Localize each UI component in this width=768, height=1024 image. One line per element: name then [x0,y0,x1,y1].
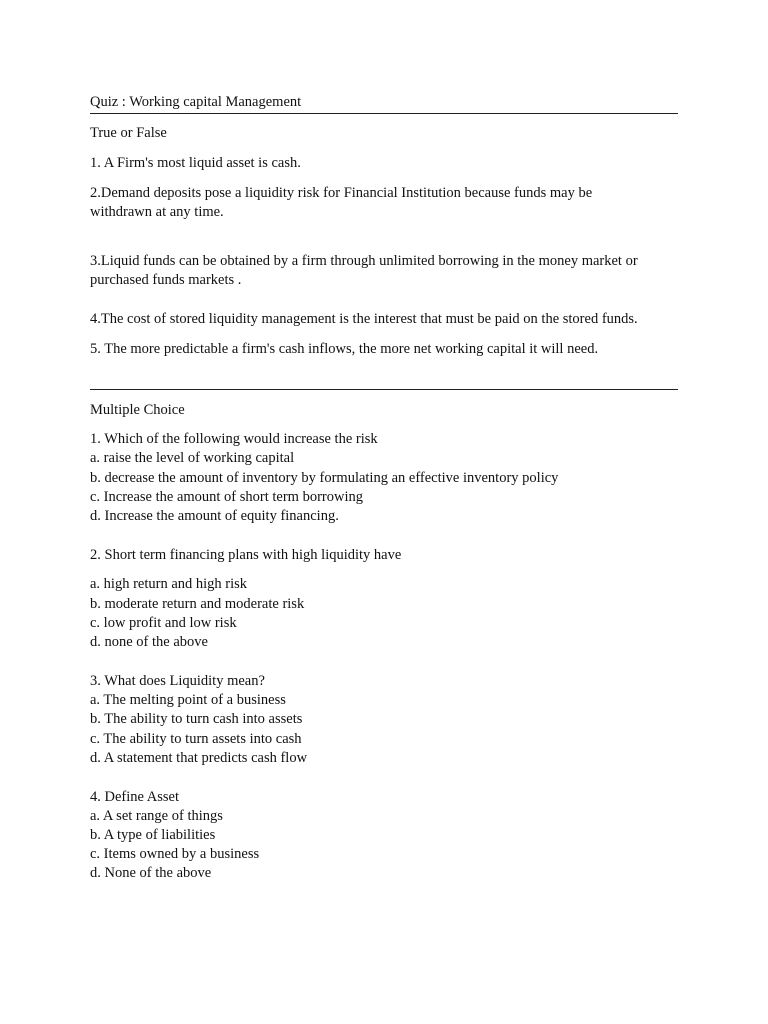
multiple-choice-heading: Multiple Choice [90,402,185,418]
mc-q2-option-a: a. high return and high risk [90,576,248,592]
mc-q4-option-a: a. A set range of things [90,808,223,824]
mc-q3-option-d: d. A statement that predicts cash flow [90,750,308,766]
mc-q4-option-c: c. Items owned by a business [90,846,260,862]
mc-q1-option-c: c. Increase the amount of short term borrowing [90,489,363,505]
mc-q4-option-d: d. None of the above [90,865,212,881]
mc-q1-option-d: d. Increase the amount of equity financing. [90,508,339,524]
mc-q4-option-b: b. A type of liabilities [90,827,216,843]
mc-q3-option-a: a. The melting point of a business [90,692,286,708]
tf-question-5: 5. The more predictable a firm's cash inflows, the more net working capital it will need. [90,341,599,357]
true-false-heading: True or False [90,125,167,141]
mc-question-1: 1. Which of the following would increase the risk [90,431,378,447]
mc-question-3: 3. What does Liquidity mean? [90,673,265,689]
mc-q1-option-a: a. raise the level of working capital [90,450,295,466]
mc-q1-option-b: b. decrease the amount of inventory by formulating an effective inventory policy [90,470,559,486]
mc-q2-option-d: d. none of the above [90,634,208,650]
page-title: Quiz : Working capital Management [90,94,302,110]
mc-question-2: 2. Short term financing plans with high liquidity have [90,547,402,563]
tf-question-3-line-1: 3.Liquid funds can be obtained by a firm through unlimited borrowing in the money market or [90,253,638,269]
tf-question-2-line-2: withdrawn at any time. [90,204,224,220]
mc-question-4: 4. Define Asset [90,789,179,805]
mc-q3-option-b: b. The ability to turn cash into assets [90,711,303,727]
mc-q3-option-c: c. The ability to turn assets into cash [90,731,302,747]
tf-question-1: 1. A Firm's most liquid asset is cash. [90,155,301,171]
tf-question-4: 4.The cost of stored liquidity management is the interest that must be paid on the stored funds. [90,311,638,327]
tf-question-3-line-2: purchased funds markets . [90,272,242,288]
section-divider [90,389,678,390]
tf-question-2-line-1: 2.Demand deposits pose a liquidity risk for Financial Institution because funds may be [90,185,593,201]
mc-q2-option-b: b. moderate return and moderate risk [90,596,305,612]
title-underline [90,113,678,114]
mc-q2-option-c: c. low profit and low risk [90,615,237,631]
